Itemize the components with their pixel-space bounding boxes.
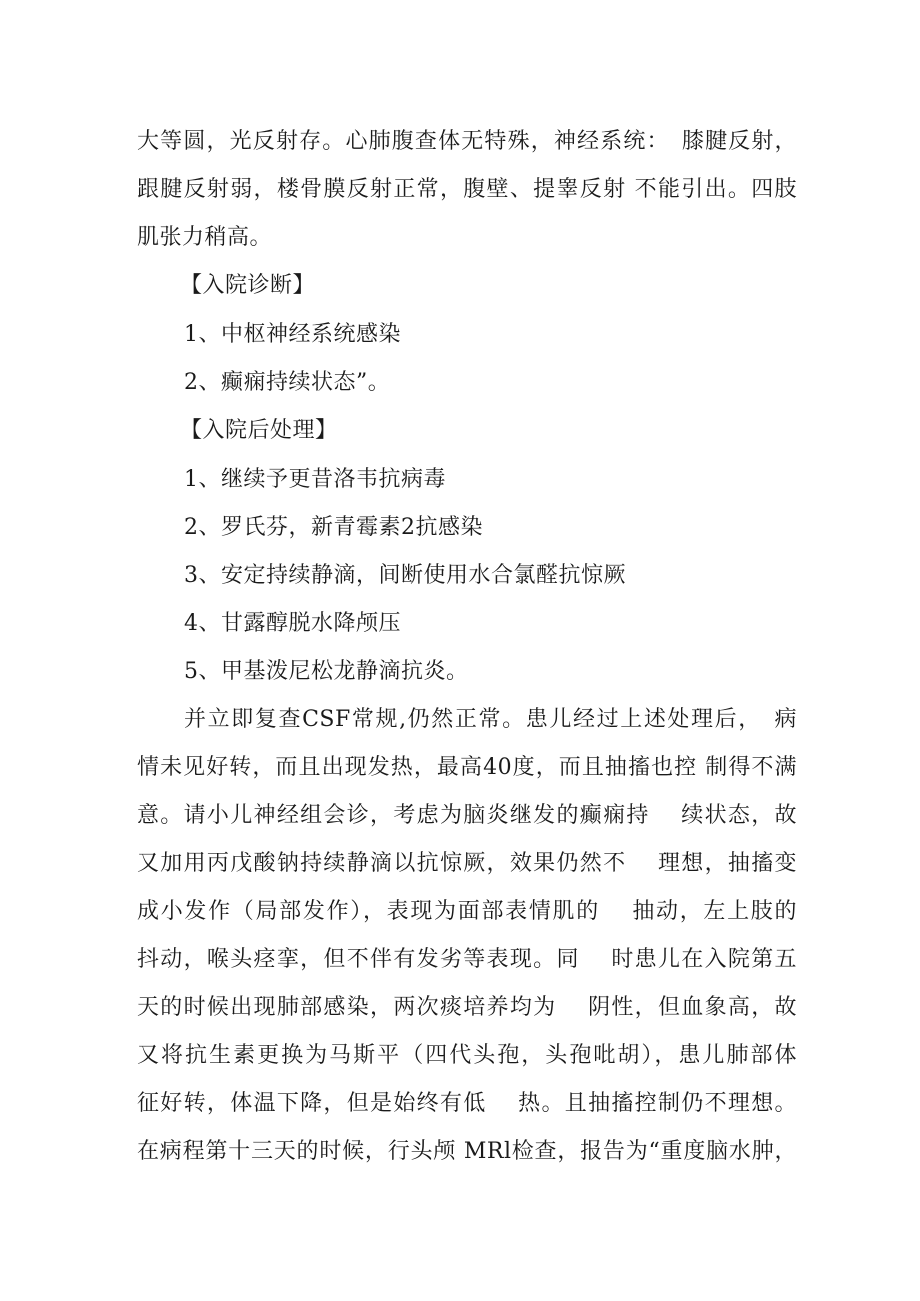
body-text-line: 又加用丙戊酸钠持续静滴以抗惊厥，效果仍然不 理想，抽搐变 [137,851,797,876]
body-text-line: 在病程第十三天的时候，行头颅 MRl检查，报告为“重度脑水肿， [137,1139,797,1164]
diagnosis-item: 1、中枢神经系统感染 [184,322,401,347]
treatment-item: 1、继续予更昔洛韦抗病毒 [184,467,446,492]
treatment-item: 4、甘露醇脱水降颅压 [184,611,401,636]
body-text-line: 肌张力稍高。 [137,225,273,250]
section-heading-admission-diagnosis: 【入院诊断】 [180,273,316,298]
section-heading-post-admission-treatment: 【入院后处理】 [180,418,338,443]
body-text-line: 征好转，体温下降，但是始终有低 热。且抽搐控制仍不理想。 [137,1091,797,1116]
body-text-line: 抖动，喉头痉挛，但不伴有发劣等表现。同 时患儿在入院第五 [137,947,797,972]
treatment-item: 5、甲基泼尼松龙静滴抗炎。 [184,659,469,684]
body-text-line: 并立即复查CSF常规,仍然正常。患儿经过上述处理后， 病 [184,707,797,732]
body-text-line: 又将抗生素更换为马斯平（四代头孢，头孢吡胡），患儿肺部体 [137,1043,797,1068]
body-text-line: 情未见好转，而且出现发热，最高40度，而且抽搐也控 制得不满 [137,755,797,780]
body-text-line: 天的时候出现肺部感染，两次痰培养均为 阴性，但血象高，故 [137,995,797,1020]
body-text-line: 成小发作（局部发作），表现为面部表情肌的 抽动，左上肢的 [137,899,797,924]
body-text-line: 跟腱反射弱，楼骨膜反射正常，腹壁、提睾反射 不能引出。四肢 [137,177,797,202]
body-text-line: 大等圆，光反射存。心肺腹查体无特殊，神经系统： 膝腱反射， [137,129,797,154]
diagnosis-item: 2、癫痫持续状态”。 [184,370,391,395]
treatment-item: 2、罗氏芬，新青霉素2抗感染 [184,515,483,540]
treatment-item: 3、安定持续静滴，间断使用水合氯醛抗惊厥 [184,563,626,588]
body-text-line: 意。请小儿神经组会诊，考虑为脑炎继发的癫痫持 续状态，故 [137,803,797,828]
